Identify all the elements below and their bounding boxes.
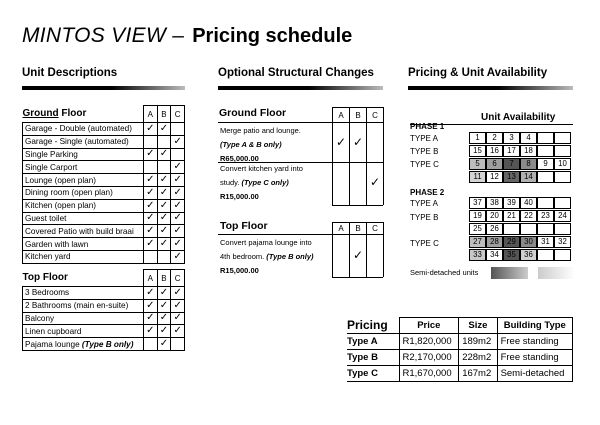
- check-icon: ✓: [171, 238, 185, 251]
- option-merge-patio: Merge patio and lounge. (Type A & B only) R65,000.00: [220, 124, 330, 166]
- ground-floor-heading: Ground: [22, 108, 59, 120]
- table-row: Lounge (open plan) ✓ ✓ ✓: [23, 174, 185, 187]
- option-price: R65,000.00: [220, 154, 259, 163]
- check-icon: ✓: [157, 299, 171, 312]
- legend-swatch-dark: [491, 267, 528, 279]
- unit-descriptions-heading: Unit Descriptions: [22, 67, 118, 79]
- check-icon: [143, 338, 157, 351]
- unit-cell: 34: [486, 249, 503, 261]
- price-col-header: Price: [399, 318, 459, 334]
- grid-cell-empty: [554, 249, 571, 261]
- check-icon: ✓: [143, 212, 157, 225]
- check-icon: ✓: [143, 148, 157, 161]
- col-a-header: A: [338, 224, 344, 233]
- check-icon: [157, 135, 171, 148]
- table-row: Type A R1,820,000 189m2 Free standing: [347, 334, 573, 350]
- check-icon: [143, 161, 157, 174]
- check-icon: ✓: [157, 199, 171, 212]
- check-icon: ✓: [157, 338, 171, 351]
- check-icon: [171, 123, 185, 136]
- unit-cell: 6: [486, 158, 503, 170]
- col-c-header: C: [372, 111, 378, 120]
- table-row: Covered Patio with build braai ✓ ✓ ✓: [23, 225, 185, 238]
- grid-cell-empty: [554, 132, 571, 144]
- pricing-table: [347, 317, 573, 382]
- col-a-header: A: [143, 106, 157, 123]
- section-divider: [408, 86, 573, 90]
- check-icon: [157, 161, 171, 174]
- ground-floor-table: Ground Floor A B C Garage - Double (automated) ✓ ✓ Garage - Single (automated) ✓ Single Parking ✓ ✓ Single Carport ✓ Lounge (open plan) ✓ ✓ ✓ Dining room (open plan) ✓ ✓ ✓ Kitchen (open plan) ✓ ✓ ✓ Guest toilet ✓ ✓ ✓ Covered Patio with build braai ✓ ✓ ✓ Garden with lawn ✓ ✓ ✓ Kitchen yard ✓: [22, 105, 185, 264]
- col-b-header: B: [157, 106, 171, 123]
- col-b-header: B: [355, 111, 361, 120]
- table-row: Dining room (open plan) ✓ ✓ ✓: [23, 186, 185, 199]
- table-row: Pajama lounge (Type B only) ✓: [23, 338, 185, 351]
- check-icon: [171, 338, 185, 351]
- unit-cell: 7: [503, 158, 520, 170]
- unit-cell: 21: [503, 210, 520, 222]
- unit-cell: 20: [486, 210, 503, 222]
- check-icon: ✓: [369, 175, 381, 189]
- unit-cell: 17: [503, 145, 520, 157]
- pricing-availability-heading: Pricing & Unit Availability: [408, 67, 548, 79]
- unit-cell: 28: [486, 236, 503, 248]
- table-row: Balcony ✓ ✓ ✓: [23, 312, 185, 325]
- row-label-type-c: TYPE C: [410, 239, 439, 248]
- grid-cell-empty: [537, 171, 554, 183]
- check-icon: ✓: [352, 135, 364, 149]
- col-a-header: A: [143, 270, 157, 287]
- check-icon: ✓: [143, 199, 157, 212]
- phase-2-label: PHASE 2: [410, 188, 445, 197]
- check-icon: ✓: [171, 186, 185, 199]
- table-row: Guest toilet ✓ ✓ ✓: [23, 212, 185, 225]
- grid-cell-empty: [537, 132, 554, 144]
- document-title: Pricing schedule: [192, 25, 353, 47]
- table-row: Linen cupboard ✓ ✓ ✓: [23, 325, 185, 338]
- check-icon: [171, 148, 185, 161]
- availability-title: Unit Availability: [481, 112, 556, 123]
- check-icon: ✓: [143, 174, 157, 187]
- grid-cell-empty: [537, 145, 554, 157]
- unit-cell: 22: [520, 210, 537, 222]
- size-col-header: Size: [459, 318, 497, 334]
- check-icon: ✓: [157, 174, 171, 187]
- col-b-header: B: [355, 224, 361, 233]
- check-icon: ✓: [143, 287, 157, 300]
- check-icon: ✓: [171, 312, 185, 325]
- unit-cell: 35: [503, 249, 520, 261]
- table-row: 3 Bedrooms ✓ ✓ ✓: [23, 287, 185, 300]
- check-icon: ✓: [143, 312, 157, 325]
- check-icon: ✓: [171, 299, 185, 312]
- grid-cell-empty: [503, 223, 520, 235]
- table-row: Type C R1,670,000 167m2 Semi-detached: [347, 366, 573, 382]
- row-label-type-c: TYPE C: [410, 160, 439, 169]
- check-icon: ✓: [335, 135, 347, 149]
- check-icon: ✓: [171, 199, 185, 212]
- grid-cell-empty: [554, 223, 571, 235]
- check-icon: ✓: [171, 212, 185, 225]
- pricing-heading: Pricing: [347, 318, 399, 334]
- check-icon: ✓: [171, 250, 185, 263]
- unit-cell: 32: [554, 236, 571, 248]
- row-label-type-a: TYPE A: [410, 134, 439, 143]
- check-icon: ✓: [157, 123, 171, 136]
- check-icon: ✓: [171, 135, 185, 148]
- check-icon: [157, 250, 171, 263]
- top-floor-table: [22, 269, 185, 351]
- table-row: 2 Bathrooms (main en-suite) ✓ ✓ ✓: [23, 299, 185, 312]
- unit-cell: 2: [486, 132, 503, 144]
- phase-1-label: PHASE 1: [410, 122, 445, 131]
- option-study: Convert kitchen yard into study. (Type C only) R15,000.00: [220, 162, 330, 204]
- unit-cell: 30: [520, 236, 537, 248]
- optional-ground-heading: Ground Floor: [219, 107, 287, 119]
- option-4th-bedroom: Convert pajama lounge into 4th bedroom. (Type B only) R15,000.00: [220, 236, 330, 278]
- grid-cell-empty: [537, 223, 554, 235]
- col-c-header: C: [171, 270, 185, 287]
- unit-cell: 3: [503, 132, 520, 144]
- check-icon: ✓: [143, 299, 157, 312]
- top-floor-heading: Top Floor: [23, 270, 144, 287]
- page-title: [22, 24, 352, 48]
- unit-cell: 12: [486, 171, 503, 183]
- check-icon: ✓: [171, 287, 185, 300]
- grid-cell-empty: [554, 171, 571, 183]
- unit-cell: 27: [469, 236, 486, 248]
- grid-cell-empty: [537, 197, 554, 209]
- unit-cell: 24: [554, 210, 571, 222]
- unit-cell: 36: [520, 249, 537, 261]
- legend-label: Semi-detached units: [410, 268, 479, 277]
- grid-cell-empty: [520, 223, 537, 235]
- check-icon: ✓: [143, 123, 157, 136]
- check-icon: ✓: [171, 325, 185, 338]
- unit-cell: 25: [469, 223, 486, 235]
- unit-cell: 10: [554, 158, 571, 170]
- unit-cell: 8: [520, 158, 537, 170]
- option-price: R15,000.00: [220, 192, 259, 201]
- unit-cell: 40: [520, 197, 537, 209]
- unit-cell: 18: [520, 145, 537, 157]
- table-row: Garage - Single (automated) ✓: [23, 135, 185, 148]
- optional-changes-heading: Optional Structural Changes: [218, 67, 374, 79]
- row-label-type-b: TYPE B: [410, 213, 439, 222]
- col-c-header: C: [372, 224, 378, 233]
- unit-cell: 14: [520, 171, 537, 183]
- section-divider: [22, 86, 185, 90]
- unit-cell: 26: [486, 223, 503, 235]
- legend-swatch-light: [538, 267, 575, 279]
- check-icon: ✓: [143, 238, 157, 251]
- check-icon: [143, 135, 157, 148]
- table-row: Garage - Double (automated) ✓ ✓: [23, 123, 185, 136]
- check-icon: ✓: [157, 312, 171, 325]
- col-b-header: B: [157, 270, 171, 287]
- check-icon: ✓: [143, 225, 157, 238]
- table-row: Kitchen yard ✓: [23, 250, 185, 263]
- check-icon: ✓: [157, 238, 171, 251]
- option-price: R15,000.00: [220, 266, 259, 275]
- table-row: Single Carport ✓: [23, 161, 185, 174]
- check-icon: ✓: [171, 174, 185, 187]
- unit-cell: 4: [520, 132, 537, 144]
- check-icon: ✓: [157, 148, 171, 161]
- unit-cell: 13: [503, 171, 520, 183]
- unit-cell: 5: [469, 158, 486, 170]
- check-icon: ✓: [143, 325, 157, 338]
- check-icon: ✓: [157, 325, 171, 338]
- unit-cell: 15: [469, 145, 486, 157]
- check-icon: ✓: [171, 161, 185, 174]
- section-divider: [218, 86, 383, 90]
- check-icon: ✓: [157, 186, 171, 199]
- unit-cell: 23: [537, 210, 554, 222]
- unit-cell: 38: [486, 197, 503, 209]
- unit-cell: 31: [537, 236, 554, 248]
- table-row: Type B R2,170,000 228m2 Free standing: [347, 350, 573, 366]
- unit-cell: 16: [486, 145, 503, 157]
- row-label-type-a: TYPE A: [410, 199, 439, 208]
- optional-top-heading: Top Floor: [220, 220, 268, 232]
- check-icon: ✓: [157, 287, 171, 300]
- col-a-header: A: [338, 111, 344, 120]
- unit-cell: 19: [469, 210, 486, 222]
- check-icon: [143, 250, 157, 263]
- check-icon: ✓: [352, 248, 364, 262]
- unit-cell: 11: [469, 171, 486, 183]
- building-col-header: Building Type: [497, 318, 572, 334]
- table-row: Kitchen (open plan) ✓ ✓ ✓: [23, 199, 185, 212]
- unit-cell: 1: [469, 132, 486, 144]
- unit-cell: 29: [503, 236, 520, 248]
- brand-name: MINTOS VIEW –: [22, 24, 185, 47]
- unit-cell: 33: [469, 249, 486, 261]
- grid-cell-empty: [554, 197, 571, 209]
- col-c-header: C: [171, 106, 185, 123]
- unit-cell: 39: [503, 197, 520, 209]
- unit-cell: 9: [537, 158, 554, 170]
- row-label-type-b: TYPE B: [410, 147, 439, 156]
- unit-cell: 37: [469, 197, 486, 209]
- check-icon: ✓: [157, 225, 171, 238]
- check-icon: ✓: [157, 212, 171, 225]
- check-icon: ✓: [143, 186, 157, 199]
- grid-cell-empty: [554, 145, 571, 157]
- table-row: Single Parking ✓ ✓: [23, 148, 185, 161]
- check-icon: ✓: [171, 225, 185, 238]
- table-row: Garden with lawn ✓ ✓ ✓: [23, 238, 185, 251]
- grid-cell-empty: [537, 249, 554, 261]
